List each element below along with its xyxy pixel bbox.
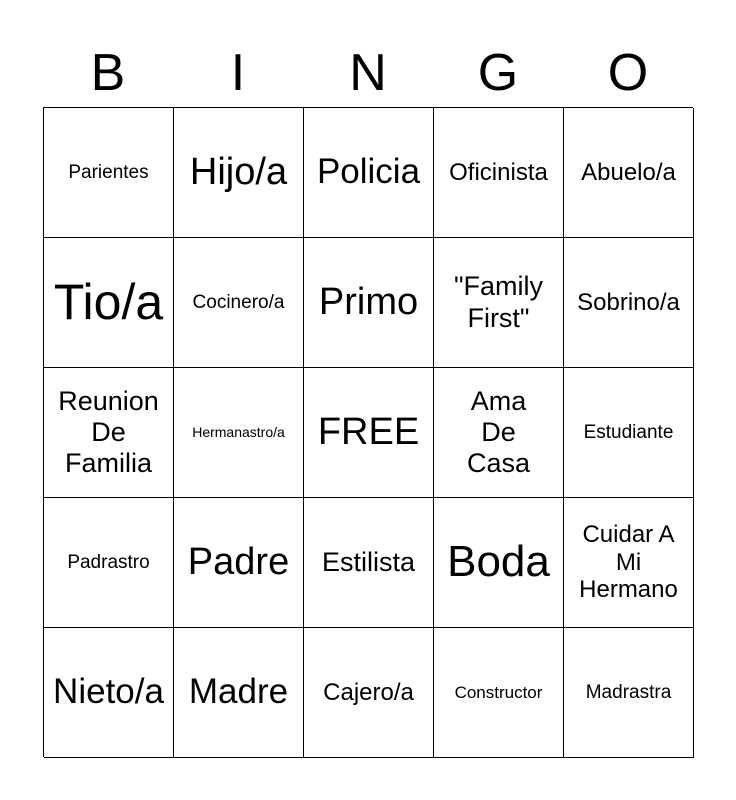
cell-label: Padre — [187, 540, 290, 583]
cell-label: Hijo/a — [189, 150, 288, 193]
cell-label: Boda — [447, 537, 550, 587]
cell-label: Policia — [316, 152, 421, 192]
cell-label: Abuelo/a — [581, 158, 676, 186]
bingo-cell-free[interactable] — [304, 368, 434, 498]
bingo-cell-r3-c5[interactable] — [564, 368, 694, 498]
cell-label: Cocinero/a — [192, 291, 285, 313]
cell-label: Cuidar A Mi Hermano — [579, 521, 678, 604]
bingo-cell-r5-c4[interactable] — [434, 628, 564, 758]
cell-label: Reunion De Familia — [58, 385, 159, 479]
bingo-cell-r1-c5[interactable] — [564, 108, 694, 238]
bingo-cell-r2-c3[interactable] — [304, 238, 434, 368]
cell-label: Tio/a — [53, 273, 164, 330]
bingo-cell-r5-c1[interactable] — [44, 628, 174, 758]
bingo-cell-r4-c4[interactable] — [434, 498, 564, 628]
bingo-cell-r4-c3[interactable] — [304, 498, 434, 628]
cell-label: Constructor — [454, 682, 543, 702]
bingo-header — [43, 38, 693, 108]
bingo-cell-r1-c4[interactable] — [434, 108, 564, 238]
cell-label: Estilista — [321, 546, 416, 577]
bingo-cell-r1-c2[interactable] — [174, 108, 304, 238]
cell-label: Parientes — [68, 161, 149, 183]
bingo-cell-r4-c5[interactable] — [564, 498, 694, 628]
cell-label: Estudiante — [583, 421, 674, 443]
header-letter-b: B — [90, 44, 126, 102]
bingo-cell-r3-c2[interactable] — [174, 368, 304, 498]
header-letter-g: G — [477, 44, 519, 102]
cell-label: Hermanastro/a — [192, 424, 285, 441]
bingo-cell-r2-c2[interactable] — [174, 238, 304, 368]
header-letter-i: I — [230, 44, 246, 102]
bingo-cell-r5-c2[interactable] — [174, 628, 304, 758]
bingo-cell-r1-c1[interactable] — [44, 108, 174, 238]
cell-label: Ama De Casa — [466, 385, 531, 479]
header-letter-o: O — [607, 44, 649, 102]
bingo-cell-r2-c1[interactable] — [44, 238, 174, 368]
bingo-cell-r1-c3[interactable] — [304, 108, 434, 238]
cell-label: Padrastro — [67, 551, 150, 573]
free-space-label: FREE — [317, 410, 420, 453]
cell-label: Madre — [188, 672, 289, 712]
bingo-cell-r3-c4[interactable] — [434, 368, 564, 498]
cell-label: Oficinista — [449, 158, 548, 186]
cell-label: "Family First" — [453, 271, 544, 333]
bingo-cell-r2-c4[interactable] — [434, 238, 564, 368]
bingo-cell-r4-c2[interactable] — [174, 498, 304, 628]
bingo-cell-r4-c1[interactable] — [44, 498, 174, 628]
cell-label: Sobrino/a — [577, 288, 680, 316]
bingo-cell-r3-c1[interactable] — [44, 368, 174, 498]
bingo-cell-r5-c5[interactable] — [564, 628, 694, 758]
bingo-card-grid — [43, 107, 693, 757]
cell-label: Madrastra — [585, 681, 672, 703]
bingo-cell-r2-c5[interactable] — [564, 238, 694, 368]
header-letter-n: N — [349, 44, 387, 102]
bingo-cell-r5-c3[interactable] — [304, 628, 434, 758]
cell-label: Nieto/a — [53, 672, 164, 712]
cell-label: Primo — [318, 280, 419, 323]
cell-label: Cajero/a — [323, 678, 414, 706]
